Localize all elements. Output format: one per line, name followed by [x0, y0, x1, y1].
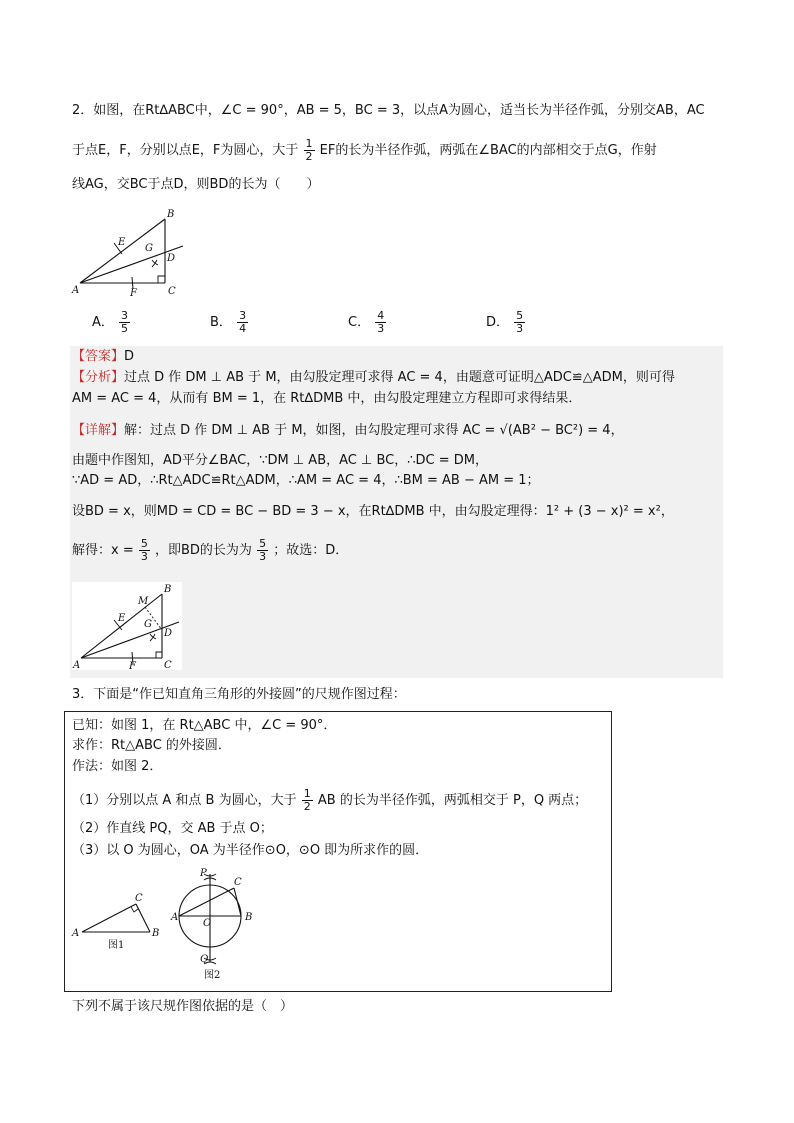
analysis-tag: 【分析】 — [72, 370, 125, 385]
fraction-numerator: 1 — [305, 137, 313, 150]
option-d-letter: D． — [486, 315, 510, 330]
answer-tag: 【答案】 — [72, 349, 125, 364]
q3-frac-num: 1 — [303, 787, 311, 800]
option-a-num: 3 — [121, 309, 129, 322]
option-b-letter: B． — [210, 315, 232, 330]
q3-box-line2: 求作：Rt△ABC 的外接圆． — [72, 738, 231, 753]
answer-fig-label-c: C — [164, 660, 172, 670]
q3-box-line4 — [72, 788, 587, 813]
fig1-caption: 图1 — [108, 940, 125, 951]
detail-line5-a: 解得：x = — [72, 543, 134, 558]
q2-line2 — [72, 138, 657, 163]
fig2-label-b: B — [245, 912, 253, 923]
q3-figure2 — [168, 866, 268, 982]
fig1-label-c: C — [135, 893, 143, 904]
q3-box-line4-a: （1）分别以点 A 和点 B 为圆心，大于 — [72, 793, 297, 808]
detail-frac2-den: 3 — [259, 550, 267, 563]
label-c: C — [168, 286, 176, 297]
answer-value: D — [124, 349, 135, 364]
fig2-label-a: A — [171, 912, 179, 923]
option-a[interactable] — [92, 310, 131, 335]
label-e: E — [118, 237, 126, 248]
fig2-label-o: O — [203, 918, 212, 929]
q3-box-line3: 作法：如图 2． — [72, 759, 163, 774]
q2-line2-a: 于点E，F，分别以点E，F为圆心，大于 — [72, 143, 299, 158]
q3-box-line4-b: AB 的长为半径作弧，两弧相交于 P，Q 两点； — [317, 793, 588, 808]
label-g: G — [145, 243, 153, 254]
option-c-num: 4 — [377, 309, 385, 322]
arc-g-mark — [152, 260, 158, 267]
q3-intro: 3．下面是“作已知直角三角形的外接圆”的尺规作图过程： — [72, 687, 406, 702]
answer-fig-label-b: B — [164, 584, 172, 595]
right-angle-mark — [158, 276, 165, 283]
option-d-num: 5 — [516, 309, 524, 322]
option-c[interactable] — [348, 310, 387, 335]
option-c-den: 3 — [377, 322, 385, 335]
answer-figure — [72, 582, 182, 670]
detail-text1: 解：过点 D 作 DM ⊥ AB 于 M，如图，由勾股定理可求得 AC = √(AB² − BC²) = 4， — [124, 423, 624, 438]
option-a-letter: A． — [92, 315, 114, 330]
q2-line2-b: EF的长为半径作弧，两弧在∠BAC的内部相交于点G，作射 — [319, 143, 657, 158]
q3-box-line6: （3）以 O 为圆心，OA 为半径作⊙O，⊙O 即为所求作的圆． — [72, 843, 429, 858]
answer-fig-label-f: F — [129, 661, 136, 670]
answer-fig-label-e: E — [118, 613, 126, 624]
detail-line4: 设BD = x，则MD = CD = BC − BD = 3 − x，在Rt∆DMB 中，由勾股定理得：1² + (3 − x)² = x²， — [72, 504, 674, 519]
option-c-letter: C． — [348, 315, 371, 330]
detail-tag: 【详解】 — [72, 423, 125, 438]
q2-line3: 线AG，交BC于点D，则BD的长为（ ） — [72, 177, 320, 192]
option-a-den: 5 — [121, 322, 129, 335]
detail-line1 — [72, 422, 624, 440]
detail-frac1-num: 5 — [140, 537, 148, 550]
q3-question: 下列不属于该尺规作图依据的是（ ） — [72, 999, 294, 1014]
label-d: D — [167, 253, 176, 264]
option-b[interactable] — [210, 310, 249, 335]
label-f: F — [130, 288, 137, 297]
option-d-den: 3 — [516, 322, 524, 335]
answer-line — [72, 348, 134, 366]
fig2-caption: 图2 — [204, 970, 221, 981]
detail-line3: ∵AD = AD，∴Rt△ADC≌Rt△ADM，∴AM = AC = 4，∴BM = AB − AM = 1； — [72, 473, 540, 488]
label-a: A — [72, 285, 80, 296]
option-d[interactable] — [486, 310, 526, 335]
q3-frac-den: 2 — [303, 800, 311, 813]
ray-ag — [80, 246, 183, 283]
analysis-text1: 过点 D 作 DM ⊥ AB 于 M，由勾股定理可求得 AC = 4，由题意可证明△ADC≌△ADM，则可得 — [124, 370, 675, 385]
analysis-line1 — [72, 369, 675, 387]
answer-fig-label-g: G — [144, 619, 152, 630]
fig1-label-a: A — [72, 928, 80, 939]
fig2-label-p: P — [200, 868, 207, 879]
option-b-den: 4 — [239, 322, 247, 335]
q3-figure1 — [70, 890, 170, 952]
q3-box-line1: 已知：如图 1，在 Rt△ABC 中，∠C = 90°． — [72, 718, 337, 733]
detail-frac2-num: 5 — [259, 537, 267, 550]
q2-line2-fraction — [304, 138, 315, 163]
fig2-label-c: C — [234, 877, 242, 888]
answer-fig-label-d: D — [164, 628, 173, 639]
detail-line5-c: ；故选：D． — [273, 543, 349, 558]
fig1-label-b: B — [152, 928, 160, 939]
label-b: B — [167, 209, 175, 220]
answer-fig-label-m: M — [138, 596, 149, 607]
detail-line5 — [72, 538, 348, 563]
q2-line1: 2．如图，在Rt∆ABC中，∠C = 90°，AB = 5，BC = 3，以点A为圆心，适当长为半径作弧，分别交AB，AC — [72, 103, 705, 118]
fraction-denominator: 2 — [305, 150, 313, 163]
q2-triangle-figure — [70, 205, 190, 297]
detail-frac1-den: 3 — [140, 550, 148, 563]
detail-line5-b: ，即BD的长为为 — [155, 543, 252, 558]
q3-box-line5: （2）作直线 PQ，交 AB 于点 O； — [72, 821, 273, 836]
fig2-label-q: Q — [200, 954, 209, 965]
detail-line2: 由题中作图知，AD平分∠BAC，∵DM ⊥ AB，AC ⊥ BC，∴DC = DM， — [72, 453, 488, 468]
option-b-num: 3 — [239, 309, 247, 322]
analysis-line2: AM = AC = 4，从而有 BM = 1，在 Rt∆DMB 中，由勾股定理建立方程即可求得结果． — [72, 391, 582, 406]
answer-fig-label-a: A — [73, 660, 81, 670]
